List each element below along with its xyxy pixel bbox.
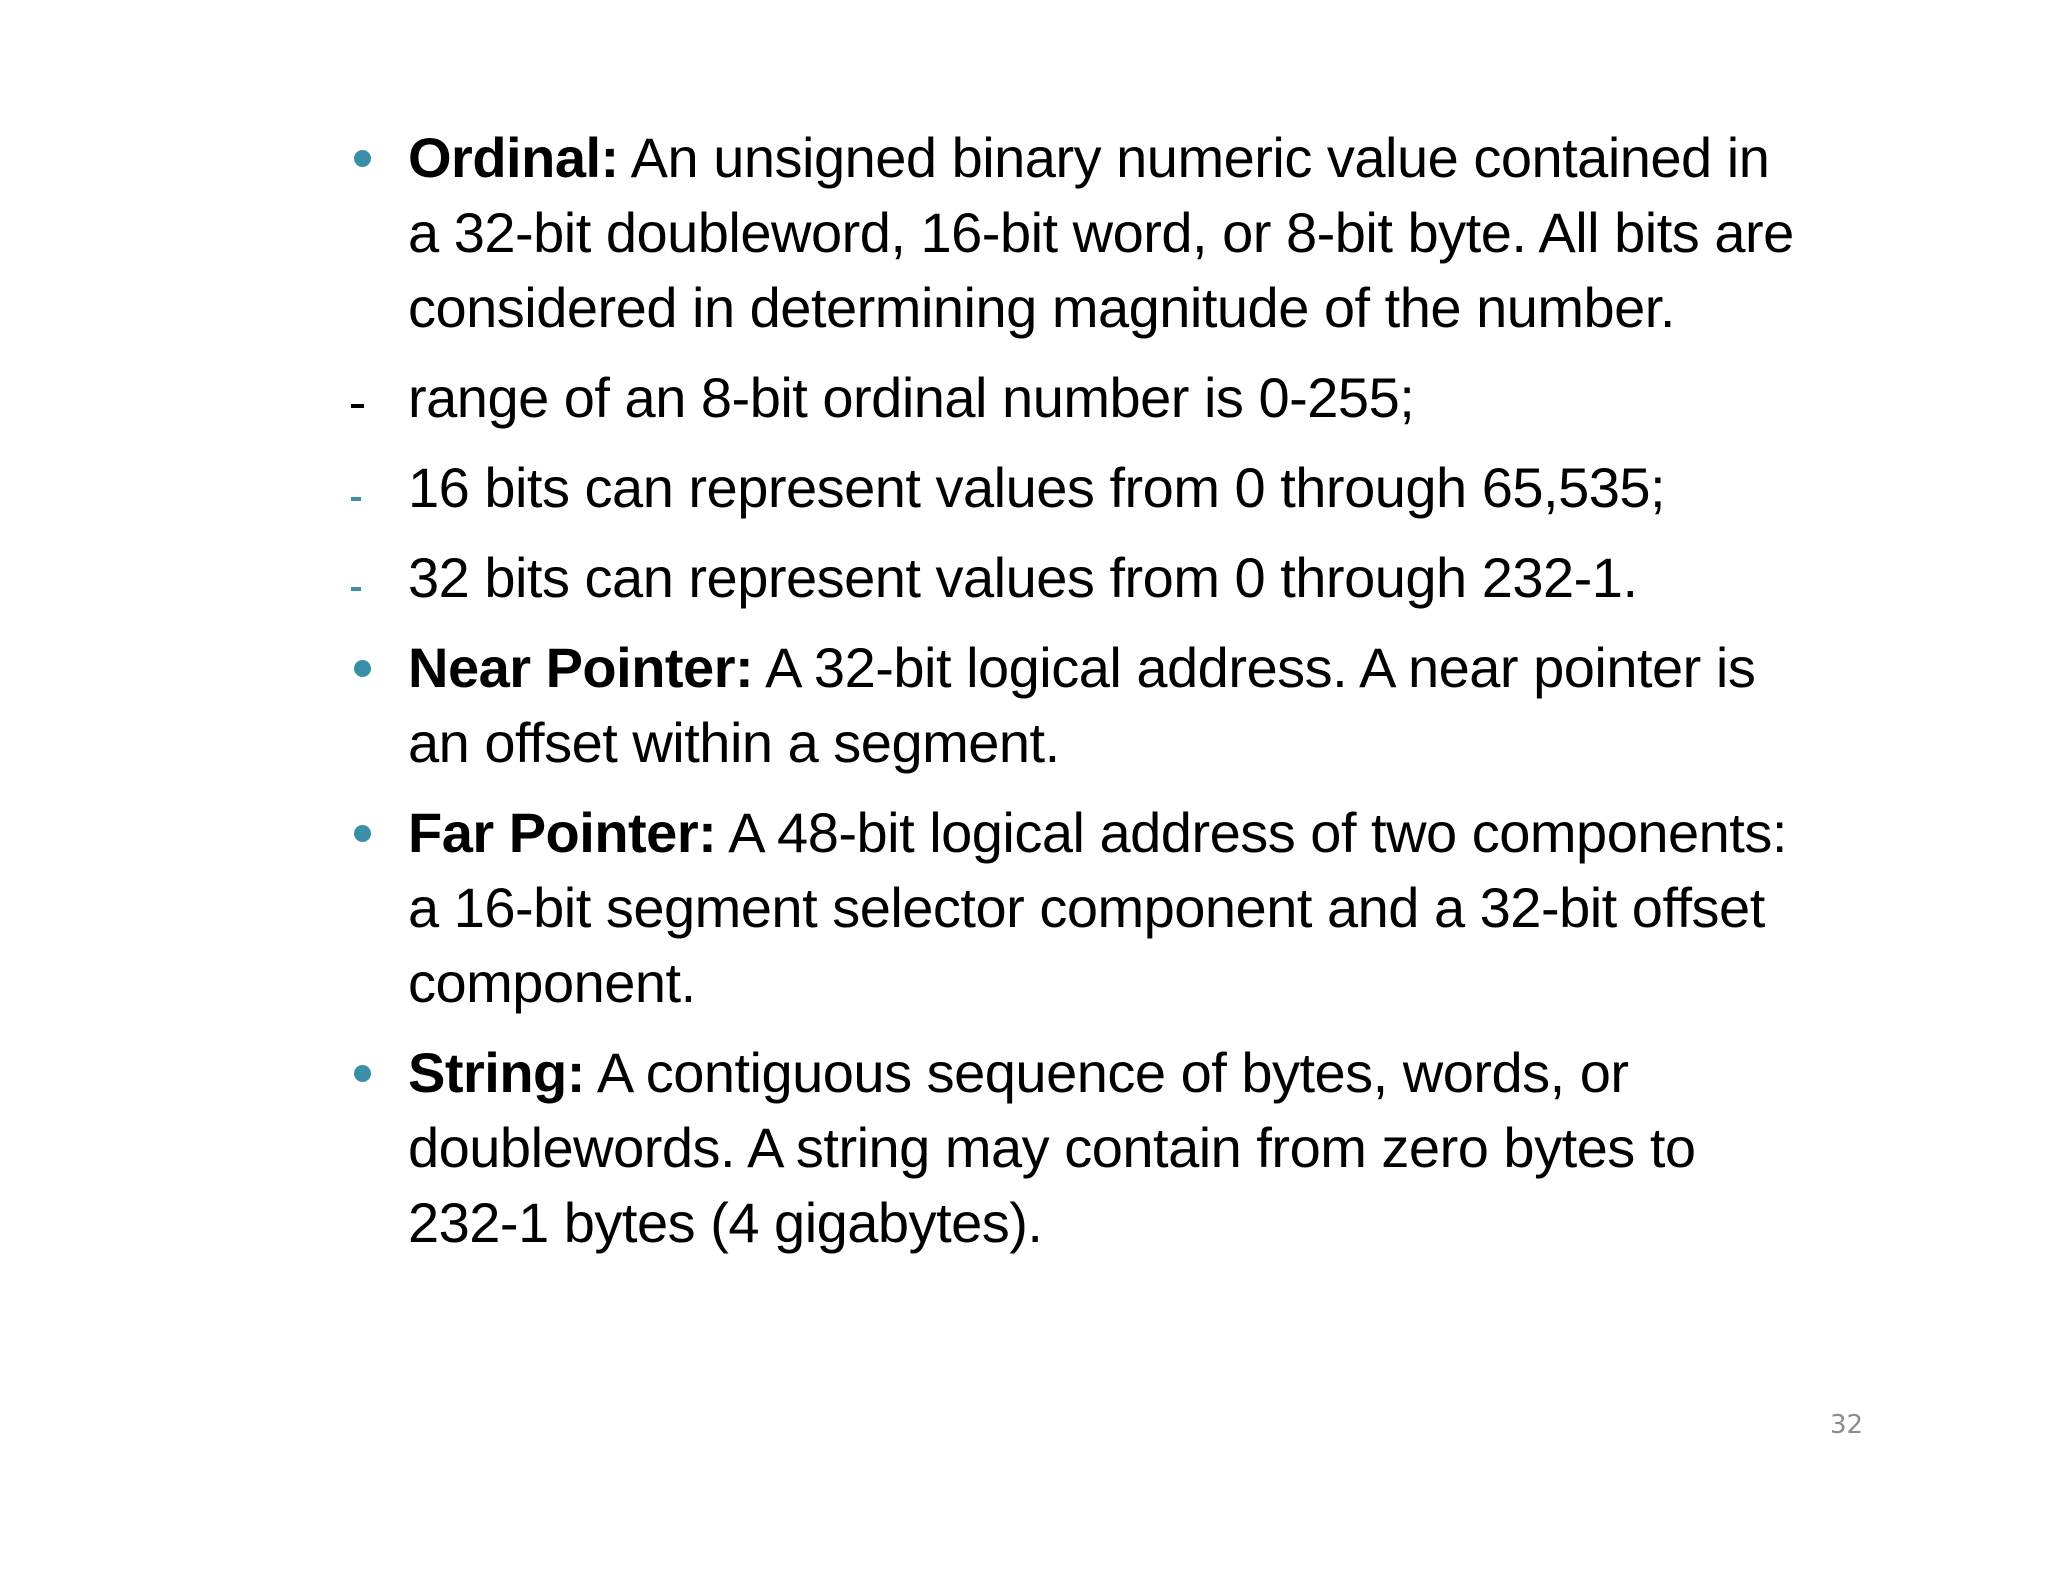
term-ordinal: Ordinal: bbox=[408, 126, 619, 189]
list-item-range-16bit bbox=[340, 450, 1810, 525]
dash-icon bbox=[340, 360, 380, 435]
term-string: String: bbox=[408, 1041, 585, 1104]
dash-icon bbox=[340, 540, 380, 615]
bullet-list bbox=[340, 120, 1810, 1275]
definition-near-pointer: A 32-bit logical address. A near pointer is an offset within a segment. bbox=[408, 636, 1756, 774]
bullet-dot-icon bbox=[340, 795, 380, 870]
range-16bit-text: 16 bits can represent values from 0 through 65,535; bbox=[408, 456, 1666, 519]
dash-icon bbox=[340, 450, 380, 525]
list-item-ordinal bbox=[340, 120, 1810, 345]
bullet-dot-icon bbox=[340, 1035, 380, 1110]
list-item-near-pointer bbox=[340, 630, 1810, 780]
page-number: 32 bbox=[1830, 1410, 1864, 1440]
range-32bit-text: 32 bits can represent values from 0 through 232-1. bbox=[408, 546, 1638, 609]
definition-string: A contiguous sequence of bytes, words, or doublewords. A string may contain from zero bytes to 232-1 bytes (4 gigabytes). bbox=[408, 1041, 1696, 1254]
term-near-pointer: Near Pointer: bbox=[408, 636, 754, 699]
list-item-range-8bit bbox=[340, 360, 1810, 435]
range-8bit-text: range of an 8-bit ordinal number is 0-255; bbox=[408, 366, 1415, 429]
list-item-range-32bit bbox=[340, 540, 1810, 615]
term-far-pointer: Far Pointer: bbox=[408, 801, 717, 864]
definition-far-pointer: A 48-bit logical address of two components: a 16-bit segment selector component and a 32-bit offset component. bbox=[408, 801, 1787, 1014]
list-item-string bbox=[340, 1035, 1810, 1260]
bullet-dot-icon bbox=[340, 120, 380, 195]
list-item-far-pointer bbox=[340, 795, 1810, 1020]
bullet-dot-icon bbox=[340, 630, 380, 705]
definition-ordinal: An unsigned binary numeric value contained in a 32-bit doubleword, 16-bit word, or 8-bit byte. All bits are considered in determining magnitude of the number. bbox=[408, 126, 1794, 339]
